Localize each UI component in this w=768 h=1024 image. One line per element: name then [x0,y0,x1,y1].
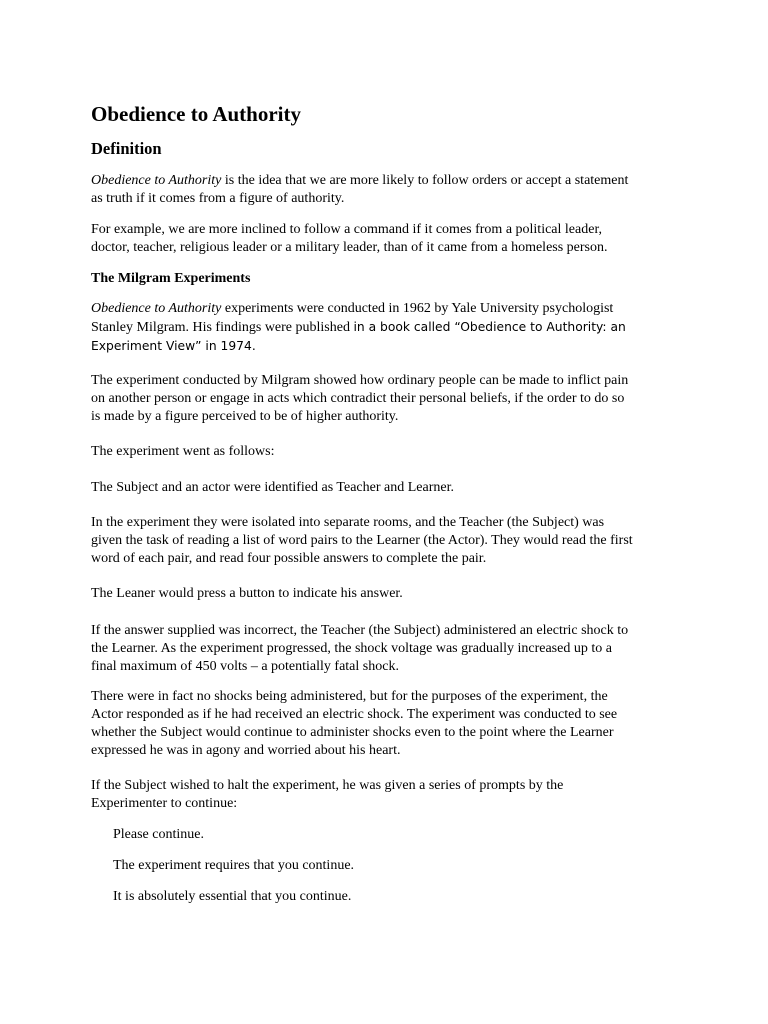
prompt-text: The experiment requires that you continue. [113,858,355,873]
milgram-heading: The Milgram Experiments [91,271,251,286]
milgram-intro-term: Obedience to Authority [91,301,222,316]
leaner-line: The Leaner would press a button to indicate his answer. [91,586,403,601]
milgram-intro-line-2-sans: in a book called “Obedience to Authority: an [353,320,626,334]
isolated-line-2: given the task of reading a list of word pairs to the Learner (the Actor). They would read the first [91,533,633,548]
conducted-line-3: is made by a figure perceived to be of higher authority. [91,409,399,424]
leaner-paragraph [91,585,691,603]
isolated-line-3: word of each pair, and read four possible answers to complete the pair. [91,551,487,566]
definition-term: Obedience to Authority [91,173,222,188]
conducted-line-1: The experiment conducted by Milgram showed how ordinary people can be made to inflict pain [91,373,629,388]
milgram-intro-paragraph [91,300,691,355]
incorrect-line-1: If the answer supplied was incorrect, the Teacher (the Subject) administered an electric shock to [91,623,629,638]
prompt-text: It is absolutely essential that you continue. [113,889,352,904]
prompt-item [113,826,673,844]
no-shocks-line-3: whether the Subject would continue to administer shocks even to the point where the Learner [91,725,614,740]
milgram-intro-line-2-serif: Stanley Milgram. His findings were published [91,320,354,335]
went-as-follows-line: The experiment went as follows: [91,444,275,459]
subject-line: The Subject and an actor were identified as Teacher and Learner. [91,480,454,495]
example-line-1: For example, we are more inclined to follow a command if it comes from a political leader, [91,222,603,237]
milgram-intro-line-2 [91,318,691,337]
halt-line-2: Experimenter to continue: [91,796,238,811]
milgram-intro-line-1 [91,300,691,318]
halt-paragraph [91,777,691,813]
conducted-paragraph [91,372,691,426]
incorrect-line-3: final maximum of 450 volts – a potentially fatal shock. [91,659,399,674]
example-paragraph [91,221,691,257]
definition-paragraph [91,172,691,208]
subject-paragraph [91,479,691,497]
no-shocks-line-2: Actor responded as if he had received an electric shock. The experiment was conducted to see [91,707,618,722]
no-shocks-paragraph [91,688,691,760]
definition-line-2: as truth if it comes from a figure of authority. [91,191,345,206]
no-shocks-line-4: expressed he was in agony and worried about his heart. [91,743,401,758]
isolated-line-1: In the experiment they were isolated into separate rooms, and the Teacher (the Subject) was [91,515,605,530]
isolated-paragraph [91,514,691,568]
no-shocks-line-1: There were in fact no shocks being administered, but for the purposes of the experiment, the [91,689,608,704]
example-line-2: doctor, teacher, religious leader or a military leader, than of it came from a homeless person. [91,240,608,255]
conducted-line-2: on another person or engage in acts which contradict their personal beliefs, if the order to do so [91,391,625,406]
milgram-intro-line-3: Experiment View” in 1974. [91,339,256,353]
prompt-item [113,888,673,906]
milgram-intro-line-1-text: experiments were conducted in 1962 by Yale University psychologist [221,301,614,316]
definition-line-1-text: is the idea that we are more likely to follow orders or accept a statement [221,173,629,188]
went-as-follows-paragraph [91,443,691,461]
document-title: Obedience to Authority [91,102,301,126]
incorrect-line-2: the Learner. As the experiment progressed, the shock voltage was gradually increased up to a [91,641,612,656]
incorrect-answer-paragraph [91,622,691,676]
halt-line-1: If the Subject wished to halt the experiment, he was given a series of prompts by the [91,778,564,793]
definition-heading: Definition [91,139,162,158]
definition-line-1 [91,172,691,190]
prompt-text: Please continue. [113,827,204,842]
prompt-item [113,857,673,875]
